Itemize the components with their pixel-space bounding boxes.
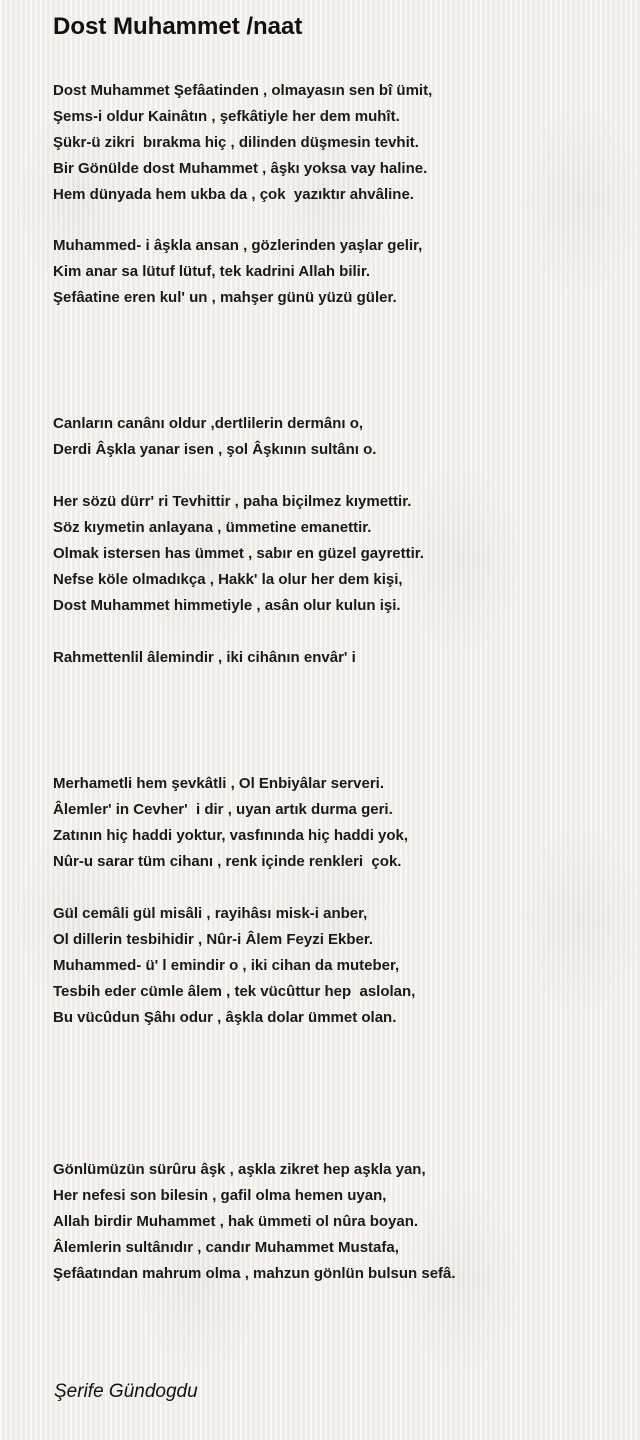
poem-line: Tesbih eder cümle âlem , tek vücûttur hep aslolan, [53, 983, 416, 1000]
poem-line: Söz kıymetin anlayana , ümmetine emanettir. [53, 519, 372, 536]
poem-line: Canların canânı oldur ,dertlilerin dermânı o, [53, 415, 364, 432]
poem-line: Şems-i oldur Kainâtın , şefkâtiyle her dem muhît. [53, 108, 400, 125]
poem-line: Derdi Âşkla yanar isen , şol Âşkının sultânı o. [53, 441, 377, 458]
poem-line: Merhametli hem şevkâtli , Ol Enbiyâlar serveri. [53, 775, 384, 792]
poem-line: Nefse köle olmadıkça , Hakk' la olur her dem kişi, [53, 571, 403, 588]
poem-line: Dost Muhammet himmetiyle , asân olur kulun işi. [53, 597, 401, 614]
poem-line: Hem dünyada hem ukba da , çok yazıktır ahvâline. [53, 186, 414, 203]
poem-line: Şükr-ü zikri bırakma hiç , dilinden düşmesin tevhit. [53, 134, 419, 151]
poem-line: Her sözü dürr' ri Tevhittir , paha biçilmez kıymettir. [53, 493, 412, 510]
poem-line: Allah birdir Muhammet , hak ümmeti ol nûra boyan. [53, 1213, 419, 1230]
poem-line: Gül cemâli gül misâli , rayihâsı misk-i anber, [53, 905, 368, 922]
poem-line: Âlemlerin sultânıdır , candır Muhammet Mustafa, [53, 1239, 399, 1256]
poem-title: Dost Muhammet /naat [53, 13, 303, 40]
poem-line: Her nefesi son bilesin , gafil olma hemen uyan, [53, 1187, 387, 1204]
poem-line: Ol dillerin tesbihidir , Nûr-i Âlem Feyzi Ekber. [53, 931, 374, 948]
poem-line: Rahmettenlil âlemindir , iki cihânın envâr' i [53, 649, 356, 666]
poem-line: Muhammed- i âşkla ansan , gözlerinden yaşlar gelir, [53, 237, 423, 254]
poem-line: Zatının hiç haddi yoktur, vasfınında hiç haddi yok, [53, 827, 409, 844]
poem-author: Şerife Gündogdu [54, 1381, 198, 1402]
poem-line: Kim anar sa lütuf lütuf, tek kadrini Allah bilir. [53, 263, 370, 280]
poem-line: Bir Gönülde dost Muhammet , âşkı yoksa vay haline. [53, 160, 428, 177]
poem-line: Olmak istersen has ümmet , sabır en güzel gayrettir. [53, 545, 424, 562]
poem-line: Nûr-u sarar tüm cihanı , renk içinde renkleri çok. [53, 853, 402, 870]
poem-line: Dost Muhammet Şefâatinden , olmayasın sen bî ümit, [53, 82, 433, 99]
poem-line: Bu vücûdun Şâhı odur , âşkla dolar ümmet olan. [53, 1009, 397, 1026]
poem-line: Muhammed- ü' l emindir o , iki cihan da muteber, [53, 957, 400, 974]
poem-line: Şefâatından mahrum olma , mahzun gönlün bulsun sefâ. [53, 1265, 456, 1282]
poem-line: Şefâatine eren kul' un , mahşer günü yüzü güler. [53, 289, 397, 306]
poem-line: Gönlümüzün sürûru âşk , aşkla zikret hep aşkla yan, [53, 1161, 426, 1178]
poem-line: Âlemler' in Cevher' i dir , uyan artık durma geri. [53, 801, 393, 818]
